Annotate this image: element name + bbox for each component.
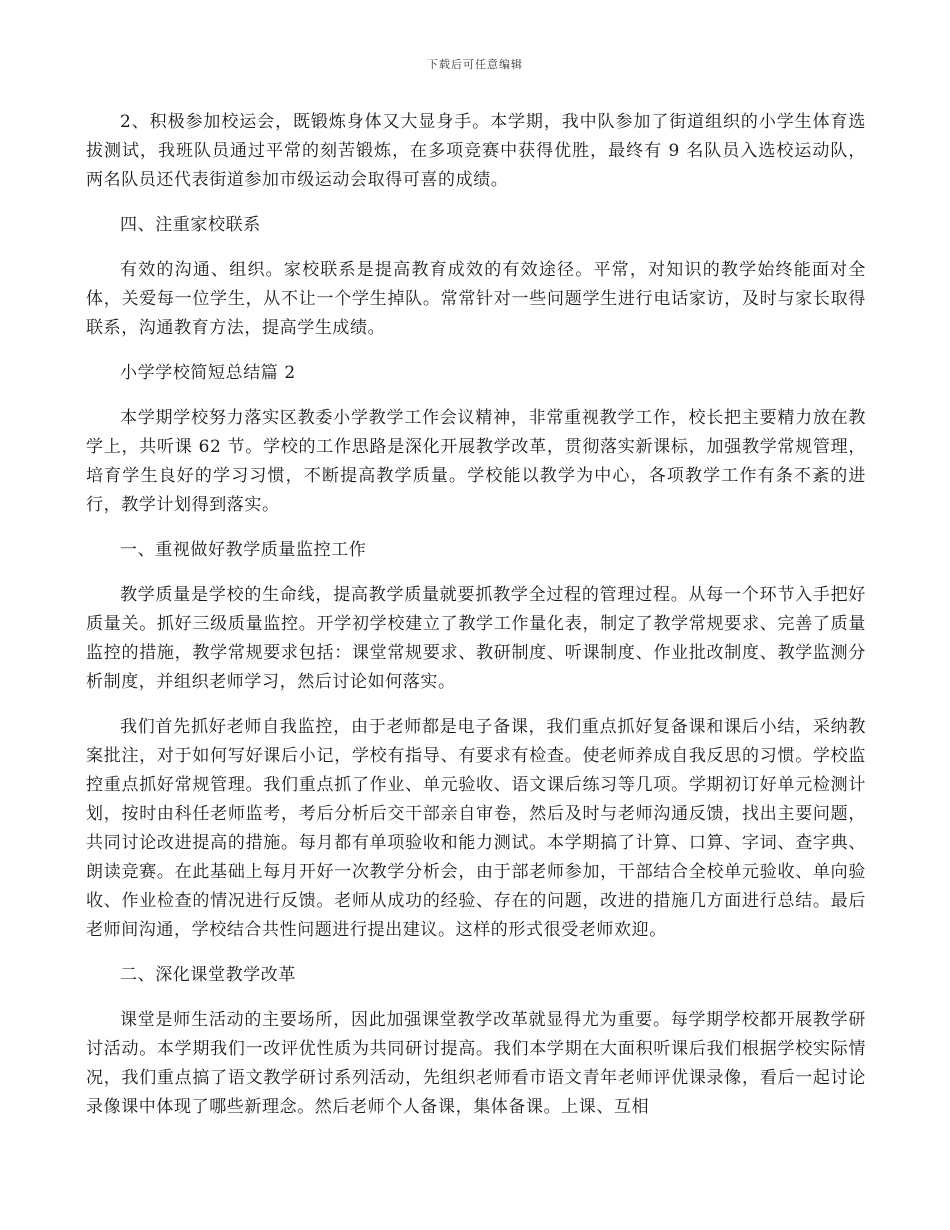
- section-heading-quality-monitoring: 一、重视做好教学质量监控工作: [120, 540, 367, 560]
- section-heading-summary-2: 小学学校简短总结篇 2: [120, 363, 296, 383]
- paragraph-communication: 有效的沟通、组织。家校联系是提高教育成效的有效途径。平常，对知识的教学始终能面对全体，关爱每一位学生，从不让一个学生掉队。常常针对一些问题学生进行电话家访，及时与家长取得联系，沟通教育方法，提高学生成绩。: [86, 260, 866, 338]
- paragraph-semester-overview: 本学期学校努力落实区教委小学教学工作会议精神，非常重视教学工作，校长把主要精力放在教学上，共听课 62 节。学校的工作思路是深化开展教学改革，贯彻落实新课标，加强教学常规管理，培育学生良好的学习习惯，不断提高教学质量。学校能以教学为中心，各项教学工作有条不紊的进行，教学计划得到落实。: [86, 408, 866, 515]
- page-header: 下载后可任意编辑: [427, 58, 523, 71]
- paragraph-classroom-reform: 课堂是师生活动的主要场所，因此加强课堂教学改革就显得尤为重要。每学期学校都开展教学研讨活动。本学期我们一改评优性质为共同研讨提高。我们本学期在大面积听课后我们根据学校实际情况，我们重点搞了语文教学研讨系列活动，先组织老师看市语文青年老师评优课录像，看后一起讨论录像课中体现了哪些新理念。然后老师个人备课，集体备课。上课、互相: [86, 1010, 866, 1117]
- section-heading-home-school: 四、注重家校联系: [120, 215, 261, 235]
- paragraph-sports-meet: 2、积极参加校运会，既锻炼身体又大显身手。本学期，我中队参加了街道组织的小学生体育选拔测试，我班队员通过平常的刻苦锻炼，在多项竞赛中获得优胜，最终有 9 名队员入选校运动队，两名队员还代表街道参加市级运动会取得可喜的成绩。: [86, 112, 866, 190]
- paragraph-self-monitoring: 我们首先抓好老师自我监控，由于老师都是电子备课，我们重点抓好复备课和课后小结，采纳教案批注，对于如何写好课后小记，学校有指导、有要求有检查。使老师养成自我反思的习惯。学校监控重点抓好常规管理。我们重点抓了作业、单元验收、语文课后练习等几项。学期初订好单元检测计划，按时由科任老师监考，考后分析后交干部亲自审卷，然后及时与老师沟通反馈，找出主要问题，共同讨论改进提高的措施。每月都有单项验收和能力测试。本学期搞了计算、口算、字词、查字典、朗读竞赛。在此基础上每月开好一次教学分析会，由于部老师参加，干部结合全校单元验收、单向验收、作业检查的情况进行反馈。老师从成功的经验、存在的问题，改进的措施几方面进行总结。最后老师间沟通，学校结合共性问题进行提出建议。这样的形式很受老师欢迎。: [86, 717, 866, 940]
- section-heading-classroom-reform: 二、深化课堂教学改革: [120, 965, 296, 985]
- document-body: [86, 108, 866, 1138]
- paragraph-quality-lifeline: 教学质量是学校的生命线，提高教学质量就要抓教学全过程的管理过程。从每一个环节入手把好质量关。抓好三级质量监控。开学初学校建立了教学工作量化表，制定了教学常规要求、完善了质量监控的措施，教学常规要求包括：课堂常规要求、教研制度、听课制度、作业批改制度、教学监测分析制度，并组织老师学习，然后讨论如何落实。: [86, 585, 866, 692]
